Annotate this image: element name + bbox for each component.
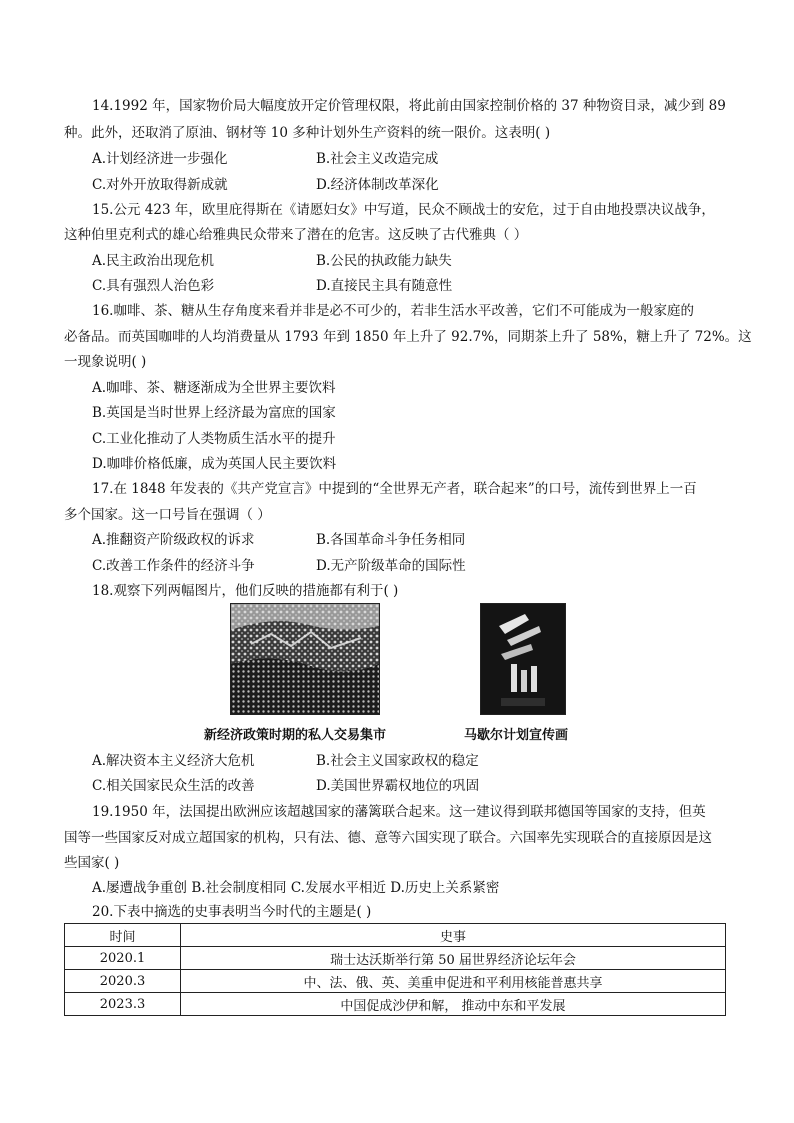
q15-option-d[interactable]: D.直接民主具有随意性 — [316, 278, 453, 294]
row-date: 2020.3 — [65, 970, 181, 993]
q16-option-b[interactable]: B.英国是当时世界上经济最为富庶的国家 — [92, 405, 336, 421]
table-header-row — [65, 924, 726, 947]
q18-option-d[interactable]: D.美国世界霸权地位的巩固 — [316, 778, 480, 794]
marshall-poster-caption: 马歇尔计划宣传画 — [464, 728, 569, 743]
q18-option-b[interactable]: B.社会主义国家政权的稳定 — [316, 753, 479, 769]
q16-option-a[interactable]: A.咖啡、茶、糖逐渐成为全世界主要饮料 — [92, 380, 336, 396]
q17-option-a[interactable]: A.推翻资产阶级政权的诉求 — [92, 532, 255, 548]
q15-stem-line2: 这种伯里克利式的雄心给雅典民众带来了潜在的危害。这反映了古代雅典（ ） — [64, 227, 528, 243]
row-event: 瑞士达沃斯举行第 50 届世界经济论坛年会 — [181, 947, 726, 970]
q19-stem-line3: 些国家( ) — [64, 855, 120, 871]
table-row — [65, 947, 726, 970]
marshall-plan-poster — [480, 603, 566, 715]
q14-option-b[interactable]: B.社会主义改造完成 — [316, 151, 439, 167]
q15-stem-line1: 15.公元 423 年，欧里庇得斯在《请愿妇女》中写道，民众不顾战士的安危，过于自由地投票决议战争， — [92, 202, 715, 218]
q17-option-c[interactable]: C.改善工作条件的经济斗争 — [92, 558, 255, 574]
q15-option-c[interactable]: C.具有强烈人治色彩 — [92, 278, 215, 294]
q19-stem-line2: 国等一些国家反对成立超国家的机构，只有法、德、意等六国实现了联合。六国率先实现联合的直接原因是这 — [64, 830, 712, 846]
q16-stem-line1: 16.咖啡、茶、糖从生存角度来看并非是必不可少的，若非生活水平改善，它们不可能成为一般家庭的 — [92, 303, 694, 319]
row-event: 中国促成沙伊和解， 推动中东和平发展 — [181, 993, 726, 1016]
q20-stem: 20.下表中摘选的史事表明当今时代的主题是( ) — [92, 904, 372, 920]
q17-option-b[interactable]: B.各国革命斗争任务相同 — [316, 532, 466, 548]
q16-stem-line2: 必备品。而英国咖啡的人均消费量从 1793 年到 1850 年上升了 92.7%，同期茶上升了 58%，糖上升了 72%。这 — [64, 329, 752, 345]
q15-option-b[interactable]: B.公民的执政能力缺失 — [316, 253, 452, 269]
q14-option-c[interactable]: C.对外开放取得新成就 — [92, 177, 228, 193]
market-photo-caption: 新经济政策时期的私人交易集市 — [204, 728, 387, 743]
header-event: 史事 — [181, 924, 726, 947]
q17-stem-line1: 17.在 1848 年发表的《共产党宣言》中提到的“全世界无产者，联合起来”的口号，流传到世界上一百 — [92, 481, 697, 497]
header-time: 时间 — [65, 924, 181, 947]
q16-stem-line3: 一现象说明( ) — [64, 354, 147, 370]
q14-option-a[interactable]: A.计划经济进一步强化 — [92, 151, 228, 167]
q16-option-c[interactable]: C.工业化推动了人类物质生活水平的提升 — [92, 431, 336, 447]
row-date: 2023.3 — [65, 993, 181, 1016]
history-events-table — [64, 923, 726, 1016]
market-photo — [230, 603, 380, 715]
row-date: 2020.1 — [65, 947, 181, 970]
q18-option-c[interactable]: C.相关国家民众生活的改善 — [92, 778, 255, 794]
q19-options[interactable]: A.屡遭战争重创 B.社会制度相同 C.发展水平相近 D.历史上关系紧密 — [92, 880, 500, 896]
q14-stem-line1: 14.1992 年，国家物价局大幅度放开定价管理权限，将此前由国家控制价格的 37 种物资目录，减少到 89 — [92, 98, 726, 114]
q16-option-d[interactable]: D.咖啡价格低廉，成为英国人民主要饮料 — [92, 456, 337, 472]
table-row — [65, 993, 726, 1016]
q15-option-a[interactable]: A.民主政治出现危机 — [92, 253, 215, 269]
q14-option-d[interactable]: D.经济体制改革深化 — [316, 177, 439, 193]
q19-stem-line1: 19.1950 年，法国提出欧洲应该超越国家的藩篱联合起来。这一建议得到联邦德国等国家的支持，但英 — [92, 804, 706, 820]
q18-stem: 18.观察下列两幅图片，他们反映的措施都有利于( ) — [92, 583, 399, 599]
q17-option-d[interactable]: D.无产阶级革命的国际性 — [316, 558, 466, 574]
q14-stem-line2: 种。此外，还取消了原油、钢材等 10 多种计划外生产资料的统一限价。这表明( ) — [64, 125, 551, 141]
q18-option-a[interactable]: A.解决资本主义经济大危机 — [92, 753, 255, 769]
table-row — [65, 970, 726, 993]
q17-stem-line2: 多个国家。这一口号旨在强调（ ） — [64, 507, 271, 523]
row-event: 中、法、俄、英、美重申促进和平利用核能普惠共享 — [181, 970, 726, 993]
